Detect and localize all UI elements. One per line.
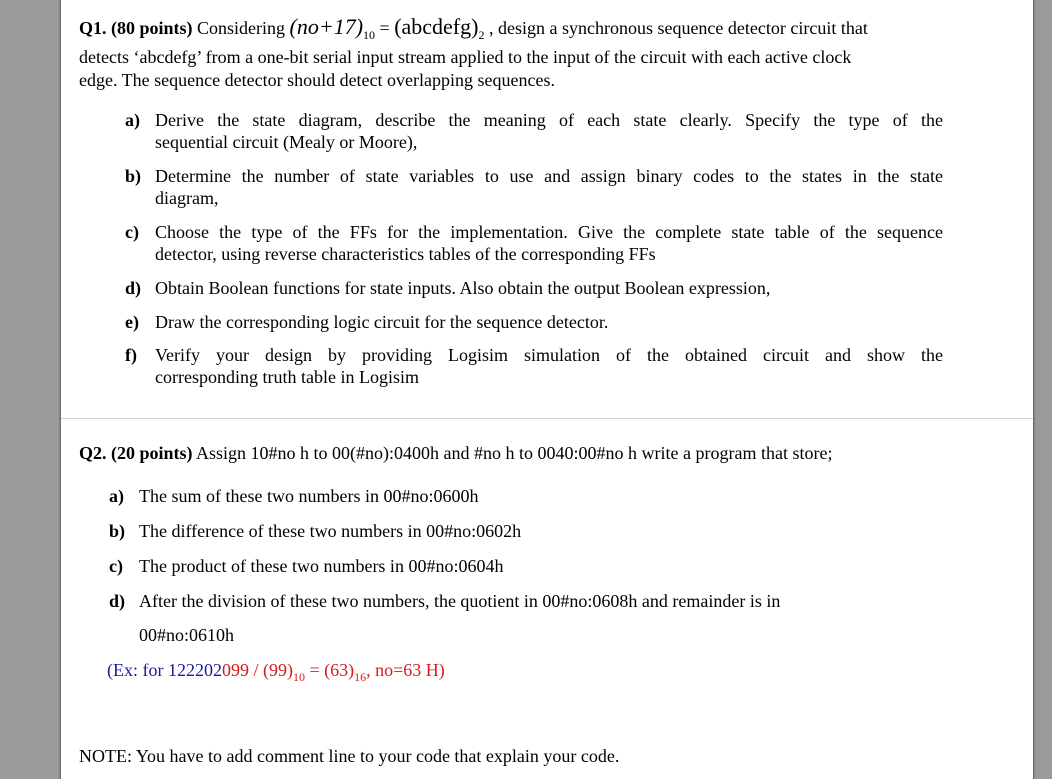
- q1-lead: Considering: [197, 18, 286, 38]
- q1-item-d-label: d): [125, 278, 142, 298]
- q1-heading: [79, 16, 868, 46]
- q2-item-d-label: d): [109, 591, 126, 611]
- q2-item-b-label: b): [109, 521, 126, 541]
- q2-example-highlight: 099: [221, 660, 249, 680]
- q1-item-f-label: f): [125, 345, 137, 365]
- q2-text: Assign 10#no h to 00(#no):0400h and #no h to 0040:00#no h write a program that store;: [196, 443, 833, 463]
- q1-item-c-line2: detector, using reverse characteristics tables of the corresponding FFs: [155, 244, 656, 264]
- q2-item-b: [109, 521, 929, 543]
- q1-item-b: [125, 166, 943, 210]
- q1-item-a-line2: sequential circuit (Mealy or Moore),: [155, 132, 418, 152]
- q1-item-f-line1: Verify your design by providing Logisim simulation of the obtained circuit and show the: [155, 345, 943, 365]
- q1-expr-left-base: 10: [363, 28, 376, 42]
- q1-number: Q1.: [79, 18, 107, 38]
- q1-item-b-label: b): [125, 166, 142, 186]
- q1-item-d: [125, 278, 943, 300]
- q2-number: Q2.: [79, 443, 107, 463]
- q2-item-c-text: The product of these two numbers in 00#no:0604h: [139, 556, 504, 576]
- q2-item-b-text: The difference of these two numbers in 00#no:0602h: [139, 521, 522, 541]
- q1-points: (80 points): [111, 18, 193, 38]
- section-divider: [61, 418, 1033, 419]
- q1-item-f: [125, 345, 943, 389]
- note-text: NOTE: You have to add comment line to your code that explain your code.: [79, 746, 620, 766]
- q2-item-a: [109, 486, 929, 508]
- q2-item-d: [109, 591, 929, 651]
- q1-expr-right: (abcdefg): [394, 14, 479, 39]
- q2-item-d-text: After the division of these two numbers, the quotient in 00#no:0608h and remainder is in: [139, 591, 781, 611]
- q1-expr-left: (no+17): [289, 14, 364, 39]
- q2-example-eq: = (63): [304, 660, 355, 680]
- q1-item-e-line1: Draw the corresponding logic circuit for the sequence detector.: [155, 312, 609, 332]
- q1-item-e: [125, 312, 943, 334]
- q1-item-e-label: e): [125, 312, 139, 332]
- q1-item-a: [125, 110, 943, 154]
- q1-item-d-line1: Obtain Boolean functions for state inputs. Also obtain the output Boolean expression,: [155, 278, 771, 298]
- q1-item-a-label: a): [125, 110, 140, 130]
- q1-item-c-line1: Choose the type of the FFs for the implementation. Give the complete state table of the sequence: [155, 222, 943, 242]
- q2-example-mid: / (99): [248, 660, 293, 680]
- q2-heading: [79, 442, 832, 464]
- q2-item-c: [109, 556, 929, 578]
- q2-example-prefix: (Ex: for 122202: [107, 660, 222, 680]
- q1-expr-right-base: 2: [478, 28, 485, 42]
- q2-points: (20 points): [111, 443, 193, 463]
- q1-item-b-line1: Determine the number of state variables to use and assign binary codes to the states in the state: [155, 166, 943, 186]
- q1-item-c: [125, 222, 943, 266]
- q2-item-a-text: The sum of these two numbers in 00#no:0600h: [139, 486, 479, 506]
- q1-expr-tail: , design a synchronous sequence detector circuit that: [488, 18, 868, 38]
- q1-expr-eq: =: [379, 18, 390, 38]
- q2-example: [107, 659, 445, 688]
- q1-item-f-line2: corresponding truth table in Logisim: [155, 367, 419, 387]
- q2-item-d-text2: 00#no:0610h: [139, 625, 235, 645]
- q2-item-c-label: c): [109, 556, 123, 576]
- q1-item-b-line2: diagram,: [155, 188, 219, 208]
- q1-line3: edge. The sequence detector should detect overlapping sequences.: [79, 70, 555, 90]
- q2-example-base1: 10: [292, 670, 305, 684]
- q1-line2: detects ‘abcdefg’ from a one-bit serial input stream applied to the input of the circuit with each active clock: [79, 47, 852, 67]
- q2-example-tail: , no=63 H): [366, 660, 445, 680]
- q1-item-c-label: c): [125, 222, 139, 242]
- q2-item-a-label: a): [109, 486, 124, 506]
- q2-example-base2: 16: [354, 670, 367, 684]
- q1-item-a-line1: Derive the state diagram, describe the meaning of each state clearly. Specify the type of the: [155, 110, 943, 130]
- document-page: [60, 0, 1034, 779]
